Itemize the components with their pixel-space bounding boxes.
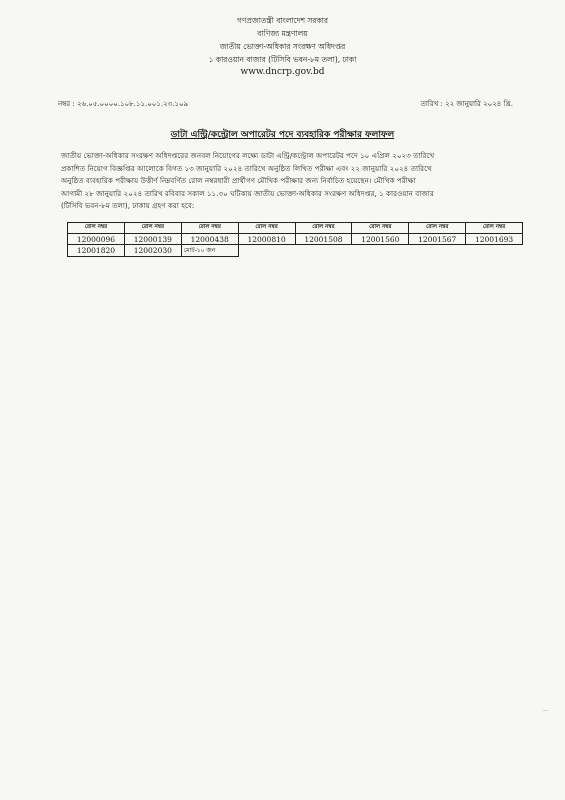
table-header-row	[68, 223, 523, 234]
body-line: জাতীয় ভোক্তা-অধিকার সংরক্ষণ অধিদপ্তরের জনবল নিয়োগের লক্ষ্যে ডাটা এন্ট্রি/কন্ট্রোল অপারেটর পদে ১০ এপ্রিল ২০২৩ তারিখে	[61, 151, 435, 160]
empty-cell	[352, 245, 409, 257]
roll-cell: 12001508	[295, 234, 352, 245]
notice-body	[61, 150, 513, 213]
column-header: রোল নম্বর	[238, 223, 295, 234]
empty-cell	[238, 245, 295, 257]
roll-cell: 12001567	[409, 234, 466, 245]
roll-cell: 12000810	[238, 234, 295, 245]
roll-cell: 12000438	[181, 234, 238, 245]
directorate-name: জাতীয় ভোক্তা-অধিকার সংরক্ষণ অধিদপ্তর	[219, 42, 346, 51]
reference-row	[58, 98, 513, 110]
roll-cell: 12000139	[124, 234, 181, 245]
column-header: রোল নম্বর	[466, 223, 523, 234]
total-count-cell: মোট-১০ জন	[181, 245, 238, 257]
body-line: প্রকাশিত নিয়োগ বিজ্ঞপ্তির আলোকে বিগত ১৩ জানুয়ারি ২০২৪ তারিখে অনুষ্ঠিত লিখিত পরীক্ষা এবং ২২ জানুয়ারি ২০২৪ তারিখে	[61, 163, 432, 173]
scan-margin-mark: ⌇	[540, 709, 548, 712]
table-row	[68, 245, 523, 257]
roll-cell: 12001560	[352, 234, 409, 245]
column-header: রোল নম্বর	[124, 223, 181, 234]
roll-cell: 12001820	[68, 245, 125, 257]
website-link[interactable]: www.dncrp.gov.bd	[240, 67, 325, 77]
roll-cell: 12000096	[68, 234, 125, 245]
column-header: রোল নম্বর	[352, 223, 409, 234]
memo-number: নম্বর : ২৬.০৫.০০০০.১০৮.১১.০০১.২৩.১০৯	[58, 100, 189, 108]
column-header: রোল নম্বর	[181, 223, 238, 234]
empty-cell	[409, 245, 466, 257]
office-address: ১ কারওয়ান বাজার (টিসিবি ভবন-৮ম তলা), ঢাকা	[208, 55, 357, 64]
ministry-name: বাণিজ্য মন্ত্রণালয়	[257, 29, 308, 38]
roll-cell: 12002030	[124, 245, 181, 257]
body-line: আগামী ২৮ জানুয়ারি ২০২৪ তারিখ রবিবার সকাল ১১.৩০ ঘটিকায় জাতীয় ভোক্তা-অধিকার সংরক্ষণ অধিদপ্তর, ১ কারওয়ান বাজার	[61, 188, 434, 198]
empty-cell	[295, 245, 352, 257]
table-row	[68, 234, 523, 245]
roll-cell: 12001693	[466, 234, 523, 245]
notice-title	[0, 127, 565, 142]
letterhead	[0, 14, 565, 79]
body-line: (টিসিবি ভবন-৮ম তলা), ঢাকায় গ্রহণ করা হবে:	[61, 201, 195, 210]
issue-date: তারিখ : ২২ জানুয়ারি ২০২৪ খ্রি.	[420, 100, 513, 108]
column-header: রোল নম্বর	[295, 223, 352, 234]
body-line: অনুষ্ঠিত ব্যবহারিক পরীক্ষায় উত্তীর্ণ নিম্নবর্ণিত রোল নম্বরধারী প্রার্থীগণ মৌখিক পরীক্ষার জন্য নির্বাচিত হয়েছেন। মৌখিক পরীক্ষা	[61, 176, 416, 185]
column-header: রোল নম্বর	[68, 223, 125, 234]
notice-title-text: ডাটা এন্ট্রি/কন্ট্রোল অপারেটর পদে ব্যবহারিক পরীক্ষার ফলাফল	[170, 130, 395, 140]
empty-cell	[466, 245, 523, 257]
column-header: রোল নম্বর	[409, 223, 466, 234]
roll-number-table	[67, 222, 523, 257]
govt-name: গণপ্রজাতন্ত্রী বাংলাদেশ সরকার	[236, 16, 329, 25]
